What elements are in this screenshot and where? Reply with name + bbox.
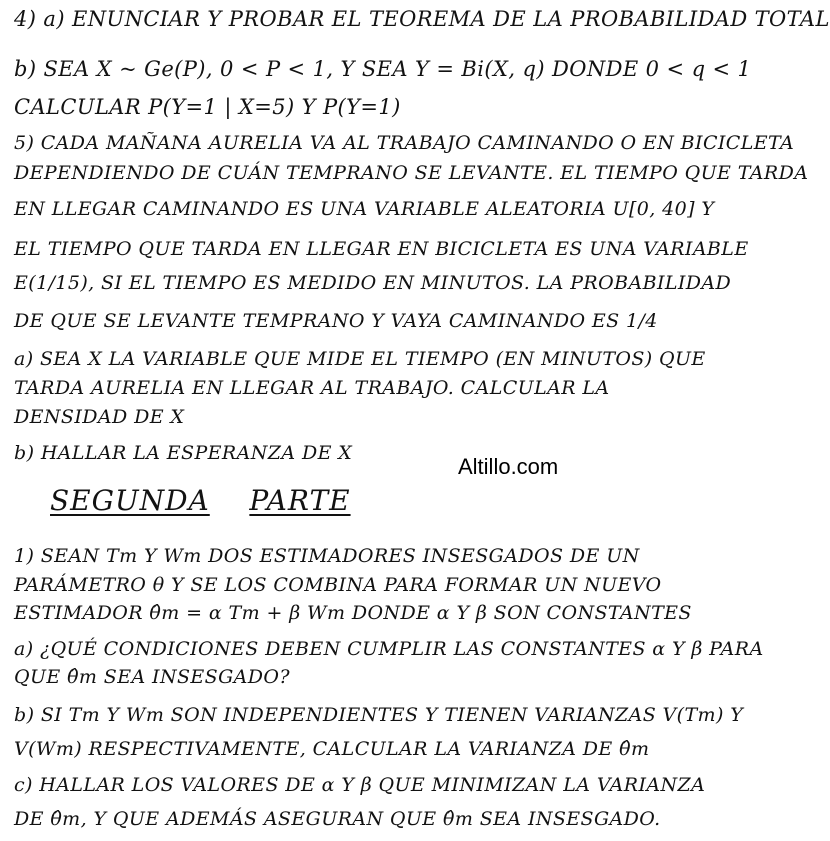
section-title-word-1: SEGUNDA	[50, 484, 210, 517]
part2-exercise-1a-line-2: QUE θ̂m SEA INSESGADO?	[14, 666, 290, 688]
exercise-5-line-6: DE QUE SE LEVANTE TEMPRANO Y VAYA CAMINANDO ES 1/4	[14, 310, 658, 332]
part2-exercise-1b-line-2: V(Wm) RESPECTIVAMENTE, CALCULAR LA VARIANZA DE θ̂m	[14, 738, 650, 760]
altillo-watermark: Altillo.com	[458, 454, 559, 479]
part2-exercise-1c-line-2: DE θ̂m, Y QUE ADEMÁS ASEGURAN QUE θ̂m SEA INSESGADO.	[14, 808, 661, 830]
exercise-5a-line-2: TARDA AURELIA EN LLEGAR AL TRABAJO. CALCULAR LA	[14, 377, 610, 399]
exercise-5-line-2: DEPENDIENDO DE CUÁN TEMPRANO SE LEVANTE. EL TIEMPO QUE TARDA	[14, 162, 809, 184]
exercise-5-line-4: EL TIEMPO QUE TARDA EN LLEGAR EN BICICLETA ES UNA VARIABLE	[14, 238, 749, 260]
exercise-5a-line-1: a) SEA X LA VARIABLE QUE MIDE EL TIEMPO (EN MINUTOS) QUE	[14, 348, 706, 370]
part2-exercise-1-line-2: PARÁMETRO θ Y SE LOS COMBINA PARA FORMAR UN NUEVO	[14, 574, 662, 596]
section-title-segunda-parte	[50, 483, 350, 519]
part2-exercise-1c-line-1: c) HALLAR LOS VALORES DE α Y β QUE MINIMIZAN LA VARIANZA	[14, 774, 706, 796]
exercise-4a-line: 4) a) ENUNCIAR Y PROBAR EL TEOREMA DE LA PROBABILIDAD TOTAL	[14, 7, 830, 31]
exercise-4b-calc-line: CALCULAR P(Y=1 | X=5) Y P(Y=1)	[14, 95, 401, 119]
exercise-5-line-3: EN LLEGAR CAMINANDO ES UNA VARIABLE ALEATORIA U[0, 40] Y	[14, 198, 715, 220]
part2-exercise-1-line-3: ESTIMADOR θ̂m = α Tm + β Wm DONDE α Y β SON CONSTANTES	[14, 602, 692, 624]
section-title-word-2: PARTE	[249, 484, 351, 517]
exercise-5a-line-3: DENSIDAD DE X	[14, 406, 185, 428]
exercise-5-line-5: E(1/15), SI EL TIEMPO ES MEDIDO EN MINUTOS. LA PROBABILIDAD	[14, 272, 732, 294]
exercise-4b-line: b) SEA X ~ Ge(P), 0 < P < 1, Y SEA Y = Bi(X, q) DONDE 0 < q < 1	[14, 57, 752, 81]
part2-exercise-1-line-1: 1) SEAN Tm Y Wm DOS ESTIMADORES INSESGADOS DE UN	[14, 545, 640, 567]
exercise-5b-line: b) HALLAR LA ESPERANZA DE X	[14, 442, 353, 464]
exercise-5-line-1: 5) CADA MAÑANA AURELIA VA AL TRABAJO CAMINANDO O EN BICICLETA	[14, 132, 795, 154]
part2-exercise-1b-line-1: b) SI Tm Y Wm SON INDEPENDIENTES Y TIENEN VARIANZAS V(Tm) Y	[14, 704, 744, 726]
part2-exercise-1a-line-1: a) ¿QUÉ CONDICIONES DEBEN CUMPLIR LAS CONSTANTES α Y β PARA	[14, 638, 764, 660]
